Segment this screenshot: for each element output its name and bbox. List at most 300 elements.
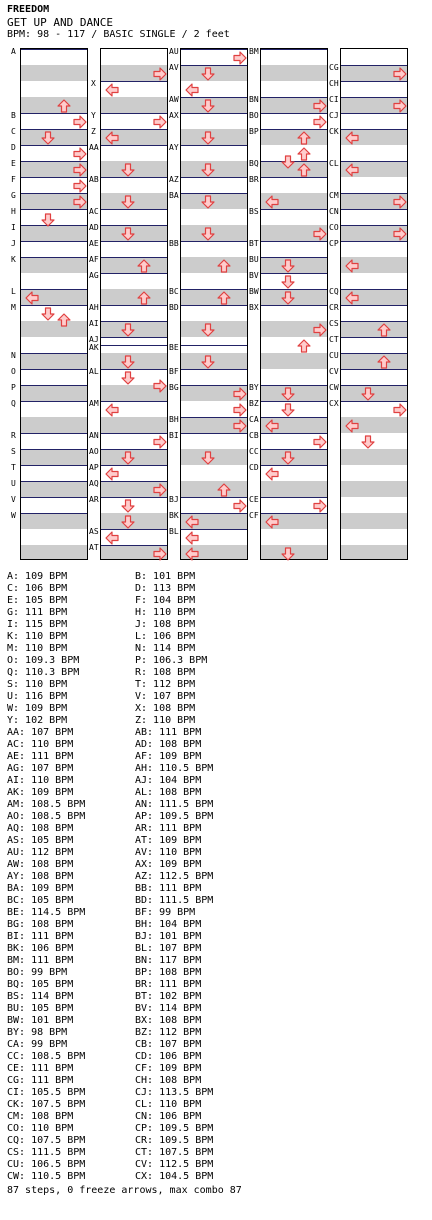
bpm-row <box>7 883 263 895</box>
measure-label: BL <box>169 527 179 536</box>
measure-line <box>21 385 87 386</box>
right-arrow-icon <box>313 434 327 448</box>
measure-label: CE <box>249 495 259 504</box>
bpm-entry: CL: 110 BPM <box>135 1099 202 1110</box>
measure-label: AZ <box>169 175 179 184</box>
bpm-row <box>7 919 263 931</box>
measure-label: CB <box>249 431 259 440</box>
measure-line <box>181 369 247 370</box>
bpm-entry: Y: 102 BPM <box>7 715 68 726</box>
bpm-row <box>7 1087 263 1099</box>
measure-label: AA <box>89 143 99 152</box>
measure-label: AC <box>89 207 99 216</box>
bpm-row <box>7 895 263 907</box>
down-arrow-icon <box>281 386 295 400</box>
down-arrow-icon <box>281 402 295 416</box>
right-arrow-icon <box>153 66 167 80</box>
bpm-entry: CH: 108 BPM <box>135 1075 202 1086</box>
measure-label: AY <box>169 143 179 152</box>
measure-label: G <box>11 191 16 200</box>
bpm-entry: BP: 108 BPM <box>135 967 202 978</box>
measure-line <box>261 241 327 242</box>
bpm-row <box>7 811 263 823</box>
measure-label: AI <box>89 319 99 328</box>
left-arrow-icon <box>345 130 359 144</box>
bpm-row <box>7 1171 263 1183</box>
bpm-row <box>7 967 263 979</box>
chart-column-3 <box>180 48 248 560</box>
up-arrow-icon <box>297 130 311 144</box>
bpm-entry: V: 107 BPM <box>135 691 196 702</box>
bpm-entry: AS: 105 BPM <box>7 835 74 846</box>
up-arrow-icon <box>297 162 311 176</box>
bpm-entry: AO: 108.5 BPM <box>7 811 86 822</box>
down-arrow-icon <box>361 386 375 400</box>
bpm-row <box>7 943 263 955</box>
bpm-entry: H: 110 BPM <box>135 607 196 618</box>
step-chart <box>0 0 432 570</box>
bpm-row <box>7 571 263 583</box>
measure-line <box>341 209 407 210</box>
up-arrow-icon <box>57 98 71 112</box>
measure-line <box>261 129 327 130</box>
bpm-entry: AL: 108 BPM <box>135 787 202 798</box>
bpm-entry: AW: 108 BPM <box>7 859 74 870</box>
bpm-entry: BB: 111 BPM <box>135 883 202 894</box>
measure-label: AD <box>89 223 99 232</box>
bpm-entry: BM: 111 BPM <box>7 955 74 966</box>
right-arrow-icon <box>313 98 327 112</box>
left-arrow-icon <box>185 514 199 528</box>
bpm-row <box>7 631 263 643</box>
right-arrow-icon <box>153 434 167 448</box>
bpm-entry: P: 106.3 BPM <box>135 655 208 666</box>
measure-label: CU <box>329 351 339 360</box>
bpm-row <box>7 787 263 799</box>
down-arrow-icon <box>121 226 135 240</box>
bpm-entry: M: 110 BPM <box>7 643 68 654</box>
measure-line <box>21 257 87 258</box>
bpm-entry: AZ: 112.5 BPM <box>135 871 214 882</box>
down-arrow-icon <box>201 98 215 112</box>
bpm-entry: CT: 107.5 BPM <box>135 1147 214 1158</box>
measure-label: AM <box>89 399 99 408</box>
measure-label: BI <box>169 431 179 440</box>
down-arrow-icon <box>41 306 55 320</box>
measure-label: AR <box>89 495 99 504</box>
bpm-row <box>7 595 263 607</box>
measure-label: AN <box>89 431 99 440</box>
measure-line <box>101 241 167 242</box>
measure-label: AK <box>89 343 99 352</box>
measure-label: C <box>11 127 16 136</box>
bpm-row <box>7 751 263 763</box>
left-arrow-icon <box>105 82 119 96</box>
measure-label: CP <box>329 239 339 248</box>
bpm-entry: AY: 108 BPM <box>7 871 74 882</box>
measure-label: BK <box>169 511 179 520</box>
bpm-row <box>7 679 263 691</box>
measure-label: BR <box>249 175 259 184</box>
bpm-row <box>7 1039 263 1051</box>
measure-line <box>21 497 87 498</box>
measure-label: BN <box>249 95 259 104</box>
measure-label: BM <box>249 47 259 56</box>
bpm-entry: BX: 108 BPM <box>135 1015 202 1026</box>
measure-label: BU <box>249 255 259 264</box>
measure-label: W <box>11 511 16 520</box>
measure-line <box>101 337 167 338</box>
measure-label: A <box>11 47 16 56</box>
measure-label: R <box>11 431 16 440</box>
measure-label: CW <box>329 383 339 392</box>
measure-label: AH <box>89 303 99 312</box>
measure-label: M <box>11 303 16 312</box>
measure-label: CC <box>249 447 259 456</box>
measure-line <box>21 465 87 466</box>
bpm-entry: AU: 112 BPM <box>7 847 74 858</box>
bpm-entry: BN: 117 BPM <box>135 955 202 966</box>
right-arrow-icon <box>153 546 167 560</box>
measure-label: CA <box>249 415 259 424</box>
bpm-entry: CP: 109.5 BPM <box>135 1123 214 1134</box>
bpm-entry: AF: 109 BPM <box>135 751 202 762</box>
measure-line <box>181 433 247 434</box>
bpm-entry: CE: 111 BPM <box>7 1063 74 1074</box>
right-arrow-icon <box>393 66 407 80</box>
measure-label: L <box>11 287 16 296</box>
measure-label: AE <box>89 239 99 248</box>
bpm-row <box>7 1003 263 1015</box>
measure-line <box>21 433 87 434</box>
bpm-row <box>7 1075 263 1087</box>
measure-line <box>341 81 407 82</box>
measure-line <box>181 145 247 146</box>
right-arrow-icon <box>73 178 87 192</box>
right-arrow-icon <box>73 146 87 160</box>
down-arrow-icon <box>201 194 215 208</box>
bpm-entry: BK: 106 BPM <box>7 943 74 954</box>
bpm-row <box>7 655 263 667</box>
measure-label: BS <box>249 207 259 216</box>
down-arrow-icon <box>201 130 215 144</box>
bpm-row <box>7 643 263 655</box>
bpm-row <box>7 835 263 847</box>
left-arrow-icon <box>105 530 119 544</box>
bpm-entry: CK: 107.5 BPM <box>7 1099 86 1110</box>
down-arrow-icon <box>121 514 135 528</box>
bpm-entry: CG: 111 BPM <box>7 1075 74 1086</box>
bpm-entry: J: 108 BPM <box>135 619 196 630</box>
left-arrow-icon <box>25 290 39 304</box>
bpm-row <box>7 727 263 739</box>
bpm-entry: CV: 112.5 BPM <box>135 1159 214 1170</box>
bpm-row <box>7 859 263 871</box>
measure-label: CI <box>329 95 339 104</box>
bpm-entry: AD: 108 BPM <box>135 739 202 750</box>
up-arrow-icon <box>217 482 231 496</box>
measure-label: BG <box>169 383 179 392</box>
measure-line <box>101 209 167 210</box>
left-arrow-icon <box>345 290 359 304</box>
up-arrow-icon <box>377 322 391 336</box>
bpm-entry: BR: 111 BPM <box>135 979 202 990</box>
bpm-row <box>7 691 263 703</box>
measure-label: BE <box>169 343 179 352</box>
bpm-entry: D: 113 BPM <box>135 583 196 594</box>
measure-line <box>341 113 407 114</box>
measure-label: I <box>11 223 16 232</box>
measure-line <box>101 257 167 258</box>
measure-label: B <box>11 111 16 120</box>
bpm-entry: BL: 107 BPM <box>135 943 202 954</box>
measure-label: CT <box>329 335 339 344</box>
bpm-row <box>7 715 263 727</box>
measure-line <box>181 177 247 178</box>
bpm-entry: BV: 114 BPM <box>135 1003 202 1014</box>
bpm-entry: BI: 111 BPM <box>7 931 74 942</box>
bpm-row <box>7 799 263 811</box>
measure-label: H <box>11 207 16 216</box>
measure-label: P <box>11 383 16 392</box>
measure-label: BD <box>169 303 179 312</box>
bpm-row <box>7 1099 263 1111</box>
left-arrow-icon <box>185 546 199 560</box>
down-arrow-icon <box>41 212 55 226</box>
measure-line <box>21 401 87 402</box>
bpm-entry: AQ: 108 BPM <box>7 823 74 834</box>
measure-label: T <box>11 463 16 472</box>
bpm-entry: L: 106 BPM <box>135 631 196 642</box>
bpm-entry: CA: 99 BPM <box>7 1039 68 1050</box>
measure-line <box>21 369 87 370</box>
bpm-row <box>7 1147 263 1159</box>
measure-label: CM <box>329 191 339 200</box>
bpm-entry: CN: 106 BPM <box>135 1111 202 1122</box>
left-arrow-icon <box>105 402 119 416</box>
bpm-entry: T: 112 BPM <box>135 679 196 690</box>
measure-label: BP <box>249 127 259 136</box>
down-arrow-icon <box>121 354 135 368</box>
bpm-entry: BF: 99 BPM <box>135 907 196 918</box>
bpm-row <box>7 607 263 619</box>
bpm-entry: I: 115 BPM <box>7 619 68 630</box>
chart-column-5 <box>340 48 408 560</box>
measure-label: BJ <box>169 495 179 504</box>
bpm-entry: AI: 110 BPM <box>7 775 74 786</box>
measure-label: O <box>11 367 16 376</box>
left-arrow-icon <box>105 466 119 480</box>
chart-column-4 <box>260 48 328 560</box>
measure-line <box>261 49 327 50</box>
measure-label: CF <box>249 511 259 520</box>
bpm-entry: A: 109 BPM <box>7 571 68 582</box>
bpm-entry: N: 114 BPM <box>135 643 196 654</box>
bpm-entry: BU: 105 BPM <box>7 1003 74 1014</box>
up-arrow-icon <box>137 290 151 304</box>
measure-label: U <box>11 479 16 488</box>
right-arrow-icon <box>153 378 167 392</box>
measure-line <box>21 241 87 242</box>
up-arrow-icon <box>217 290 231 304</box>
measure-label: K <box>11 255 16 264</box>
bpm-entry: AR: 111 BPM <box>135 823 202 834</box>
down-arrow-icon <box>201 450 215 464</box>
measure-label: E <box>11 159 16 168</box>
measure-line <box>21 481 87 482</box>
measure-line <box>101 305 167 306</box>
bpm-row <box>7 931 263 943</box>
down-arrow-icon <box>281 546 295 560</box>
measure-line <box>181 345 247 346</box>
right-arrow-icon <box>153 114 167 128</box>
measure-label: AB <box>89 175 99 184</box>
bpm-row <box>7 1123 263 1135</box>
down-arrow-icon <box>201 66 215 80</box>
measure-line <box>21 353 87 354</box>
measure-label: CH <box>329 79 339 88</box>
bpm-row <box>7 823 263 835</box>
measure-label: Z <box>91 127 96 136</box>
measure-line <box>21 513 87 514</box>
bpm-entry: CQ: 107.5 BPM <box>7 1135 86 1146</box>
bpm-entry: BD: 111.5 BPM <box>135 895 214 906</box>
bpm-row <box>7 775 263 787</box>
bpm-entry: G: 111 BPM <box>7 607 68 618</box>
measure-label: CG <box>329 63 339 72</box>
measure-label: BH <box>169 415 179 424</box>
measure-line <box>21 49 87 50</box>
left-arrow-icon <box>345 162 359 176</box>
left-arrow-icon <box>265 418 279 432</box>
bpm-row <box>7 1159 263 1171</box>
up-arrow-icon <box>297 146 311 160</box>
measure-line <box>261 177 327 178</box>
down-arrow-icon <box>201 162 215 176</box>
bpm-row <box>7 1135 263 1147</box>
bpm-row <box>7 1051 263 1063</box>
measure-label: AJ <box>89 335 99 344</box>
measure-label: BA <box>169 191 179 200</box>
right-arrow-icon <box>313 498 327 512</box>
measure-line <box>181 113 247 114</box>
up-arrow-icon <box>137 258 151 272</box>
right-arrow-icon <box>313 322 327 336</box>
bpm-row <box>7 1027 263 1039</box>
measure-label: CR <box>329 303 339 312</box>
bpm-entry: BQ: 105 BPM <box>7 979 74 990</box>
measure-line <box>341 337 407 338</box>
bpm-entry: BH: 104 BPM <box>135 919 202 930</box>
bpm-entry: CS: 111.5 BPM <box>7 1147 86 1158</box>
measure-line <box>181 289 247 290</box>
measure-label: AL <box>89 367 99 376</box>
bpm-entry: CD: 106 BPM <box>135 1051 202 1062</box>
bpm-row <box>7 979 263 991</box>
bpm-row <box>7 955 263 967</box>
chart-column-1 <box>20 48 88 560</box>
bpm-entry: CJ: 113.5 BPM <box>135 1087 214 1098</box>
down-arrow-icon <box>201 354 215 368</box>
measure-label: AS <box>89 527 99 536</box>
bpm-row <box>7 583 263 595</box>
measure-label: AF <box>89 255 99 264</box>
bpm-entry: AK: 109 BPM <box>7 787 74 798</box>
bpm-entry: Q: 110.3 BPM <box>7 667 80 678</box>
down-arrow-icon <box>281 290 295 304</box>
left-arrow-icon <box>265 194 279 208</box>
down-arrow-icon <box>281 258 295 272</box>
measure-line <box>341 305 407 306</box>
bpm-entry: BG: 108 BPM <box>7 919 74 930</box>
bpm-row <box>7 871 263 883</box>
measure-label: CO <box>329 223 339 232</box>
measure-line <box>101 177 167 178</box>
bpm-entry: BY: 98 BPM <box>7 1027 68 1038</box>
left-arrow-icon <box>265 466 279 480</box>
bpm-entry: AT: 109 BPM <box>135 835 202 846</box>
right-arrow-icon <box>393 98 407 112</box>
bpm-row <box>7 703 263 715</box>
measure-label: CJ <box>329 111 339 120</box>
right-arrow-icon <box>393 194 407 208</box>
bpm-entry: CR: 109.5 BPM <box>135 1135 214 1146</box>
left-arrow-icon <box>345 418 359 432</box>
measure-label: CX <box>329 399 339 408</box>
down-arrow-icon <box>281 450 295 464</box>
measure-label: CK <box>329 127 339 136</box>
measure-label: BO <box>249 111 259 120</box>
down-arrow-icon <box>121 450 135 464</box>
bpm-entry: O: 109.3 BPM <box>7 655 80 666</box>
measure-line <box>101 345 167 346</box>
bpm-entry: F: 104 BPM <box>135 595 196 606</box>
measure-line <box>21 209 87 210</box>
bpm-row <box>7 1063 263 1075</box>
bpm-row <box>7 619 263 631</box>
measure-label: CD <box>249 463 259 472</box>
bpm-entry: AN: 111.5 BPM <box>135 799 214 810</box>
measure-label: CV <box>329 367 339 376</box>
bpm-entry: W: 109 BPM <box>7 703 68 714</box>
down-arrow-icon <box>121 498 135 512</box>
bpm-entry: BT: 102 BPM <box>135 991 202 1002</box>
left-arrow-icon <box>105 130 119 144</box>
chart-info: BPM: 98 - 117 / BASIC SINGLE / 2 feet <box>7 29 230 40</box>
bpm-entry: S: 110 BPM <box>7 679 68 690</box>
measure-label: BQ <box>249 159 259 168</box>
measure-line <box>341 353 407 354</box>
measure-label: CN <box>329 207 339 216</box>
bpm-row <box>7 1015 263 1027</box>
right-arrow-icon <box>233 50 247 64</box>
bpm-entry: K: 110 BPM <box>7 631 68 642</box>
bpm-entry: CI: 105.5 BPM <box>7 1087 86 1098</box>
bpm-row <box>7 739 263 751</box>
measure-label: AU <box>169 47 179 56</box>
bpm-entry: AP: 109.5 BPM <box>135 811 214 822</box>
measure-label: X <box>91 79 96 88</box>
bpm-entry: Z: 110 BPM <box>135 715 196 726</box>
right-arrow-icon <box>233 402 247 416</box>
right-arrow-icon <box>313 226 327 240</box>
measure-label: BX <box>249 303 259 312</box>
right-arrow-icon <box>393 402 407 416</box>
measure-label: Y <box>91 111 96 120</box>
bpm-row <box>7 763 263 775</box>
measure-label: BW <box>249 287 259 296</box>
down-arrow-icon <box>201 226 215 240</box>
